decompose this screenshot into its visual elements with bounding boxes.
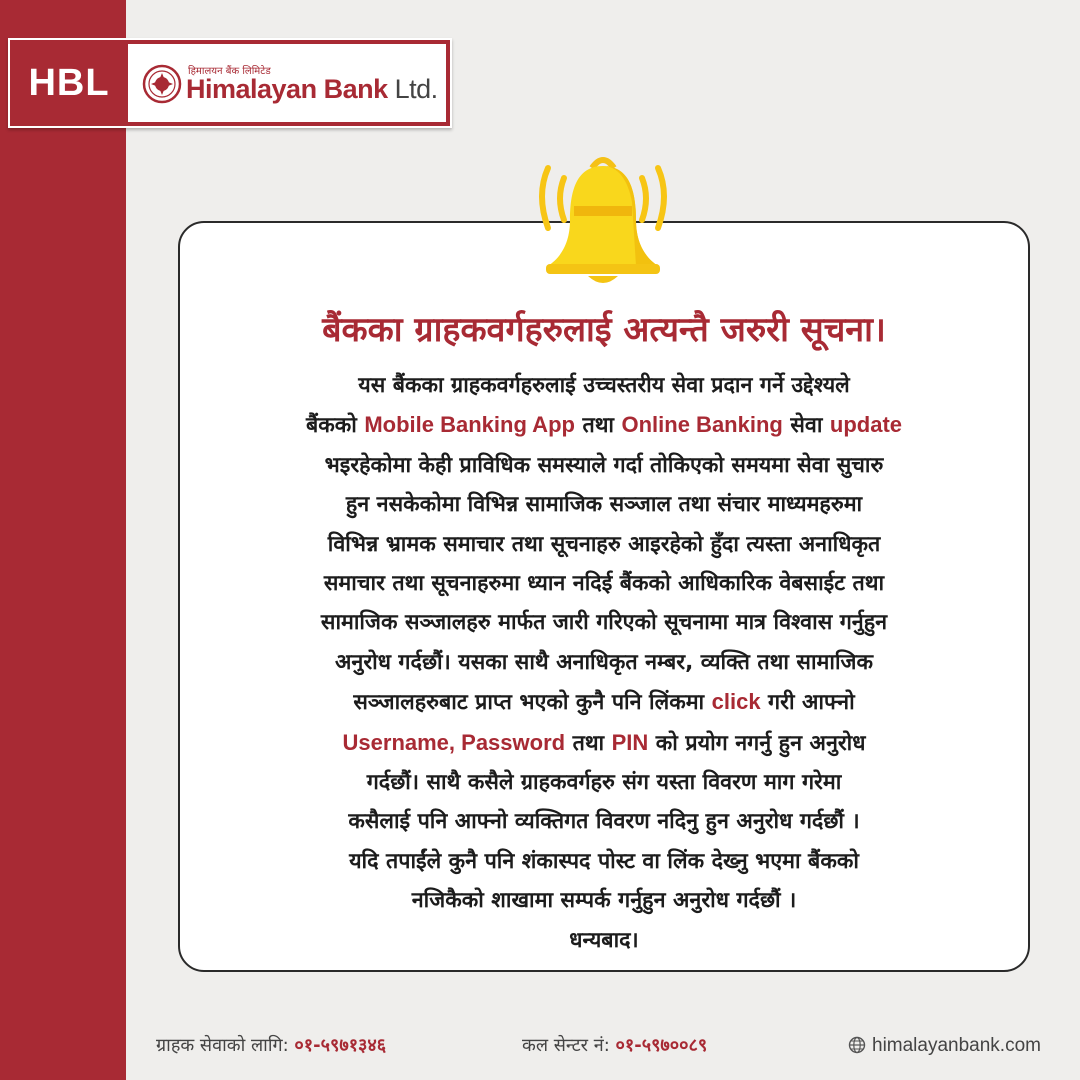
notice-highlight: update: [829, 412, 903, 438]
notice-highlight: click: [711, 689, 761, 715]
notice-line: अनुरोध गर्दछौं। यसका साथै अनाधिकृत नम्बर, व्यक्ति तथा सामाजिक: [335, 649, 873, 675]
notice-highlight: Username, Password: [342, 729, 566, 755]
customer-care-label: ग्राहक सेवाको लागि:: [156, 1035, 295, 1056]
notice-highlight: PIN: [611, 729, 649, 755]
website-link[interactable]: himalayanbank.com: [872, 1035, 1041, 1056]
customer-care-number[interactable]: ०१-५९७१३४६: [294, 1035, 387, 1056]
logo-name: [186, 74, 438, 105]
logo-name-ltd: Ltd.: [394, 74, 438, 104]
logo-devanagari: हिमालयन बैंक लिमिटेड: [188, 66, 271, 77]
globe-icon: [848, 1036, 866, 1054]
notice-text: को प्रयोग नगर्नु हुन अनुरोध: [648, 730, 866, 756]
notice-text: बैंकको: [305, 413, 365, 439]
notice-text: गरी आफ्नो: [760, 690, 855, 716]
notice-highlight: Mobile Banking App: [364, 412, 575, 438]
call-center-number[interactable]: ०१-५९७००८९: [615, 1035, 708, 1056]
notice-line: नजिकैको शाखामा सम्पर्क गर्नुहुन अनुरोध गर्दछौं ।: [411, 888, 797, 914]
notice-line: कसैलाई पनि आफ्नो व्यक्तिगत विवरण नदिनु हुन अनुरोध गर्दछौं ।: [348, 809, 860, 835]
notice-text: तथा: [574, 413, 622, 439]
footer-website[interactable]: [848, 1030, 1041, 1062]
left-accent-bar: [0, 0, 126, 1080]
logo-hbl-text: HBL: [28, 62, 110, 104]
logo-name-main: Himalayan Bank: [186, 74, 388, 104]
notice-line: हुन नसकेकोमा विभिन्न सामाजिक सञ्जाल तथा संचार माध्यमहरुमा: [345, 492, 863, 518]
notice-title: बैंकका ग्राहकवर्गहरुलाई अत्यन्तै जरुरी सूचना।: [322, 310, 886, 350]
footer-call-center: [522, 1030, 707, 1062]
notice-line: समाचार तथा सूचनाहरुमा ध्यान नदिई बैंकको आधिकारिक वेबसाईट तथा: [323, 571, 885, 597]
notice-text: सेवा: [782, 413, 830, 439]
notice-line: सामाजिक सञ्जालहरु मार्फत जारी गरिएको सूचनामा मात्र विश्वास गर्नुहुन: [320, 610, 888, 636]
notice-line: यस बैंकका ग्राहकवर्गहरुलाई उच्चस्तरीय सेवा प्रदान गर्ने उद्देश्यले: [358, 373, 850, 398]
notice-line: [198, 682, 1010, 722]
notice-line: गर्दछौं। साथै कसैले ग्राहकवर्गहरु संग यस्ता विवरण माग गरेमा: [366, 770, 842, 796]
notice-highlight: Online Banking: [621, 412, 783, 438]
notice-line: यदि तपाईंले कुनै पनि शंकास्पद पोस्ट वा लिंक देख्नु भएमा बैंकको: [349, 848, 859, 874]
notice-line: विभिन्न भ्रामक समाचार तथा सूचनाहरु आइरहेको हुँदा त्यस्ता अनाधिकृत: [327, 531, 881, 557]
hbl-logo[interactable]: [8, 38, 452, 128]
bell-icon: [518, 140, 688, 290]
notice-line: [198, 723, 1010, 763]
notice-line: भइरहेकोमा केही प्राविधिक समस्याले गर्दा तोकिएको समयमा सेवा सुचारु: [324, 452, 884, 478]
notice-text: तथा: [565, 730, 612, 756]
footer-customer-care: [156, 1030, 386, 1062]
logo-wordmark: [128, 44, 446, 122]
notice-body: [198, 366, 1010, 960]
notice-line: धन्यबाद।: [569, 927, 639, 953]
notice-line: [198, 405, 1010, 445]
notice-text: सञ्जालहरुबाट प्राप्त भएको कुनै पनि लिंकमा: [353, 690, 712, 716]
hbl-emblem-icon: [142, 64, 182, 104]
call-center-label: कल सेन्टर नं:: [522, 1035, 616, 1056]
